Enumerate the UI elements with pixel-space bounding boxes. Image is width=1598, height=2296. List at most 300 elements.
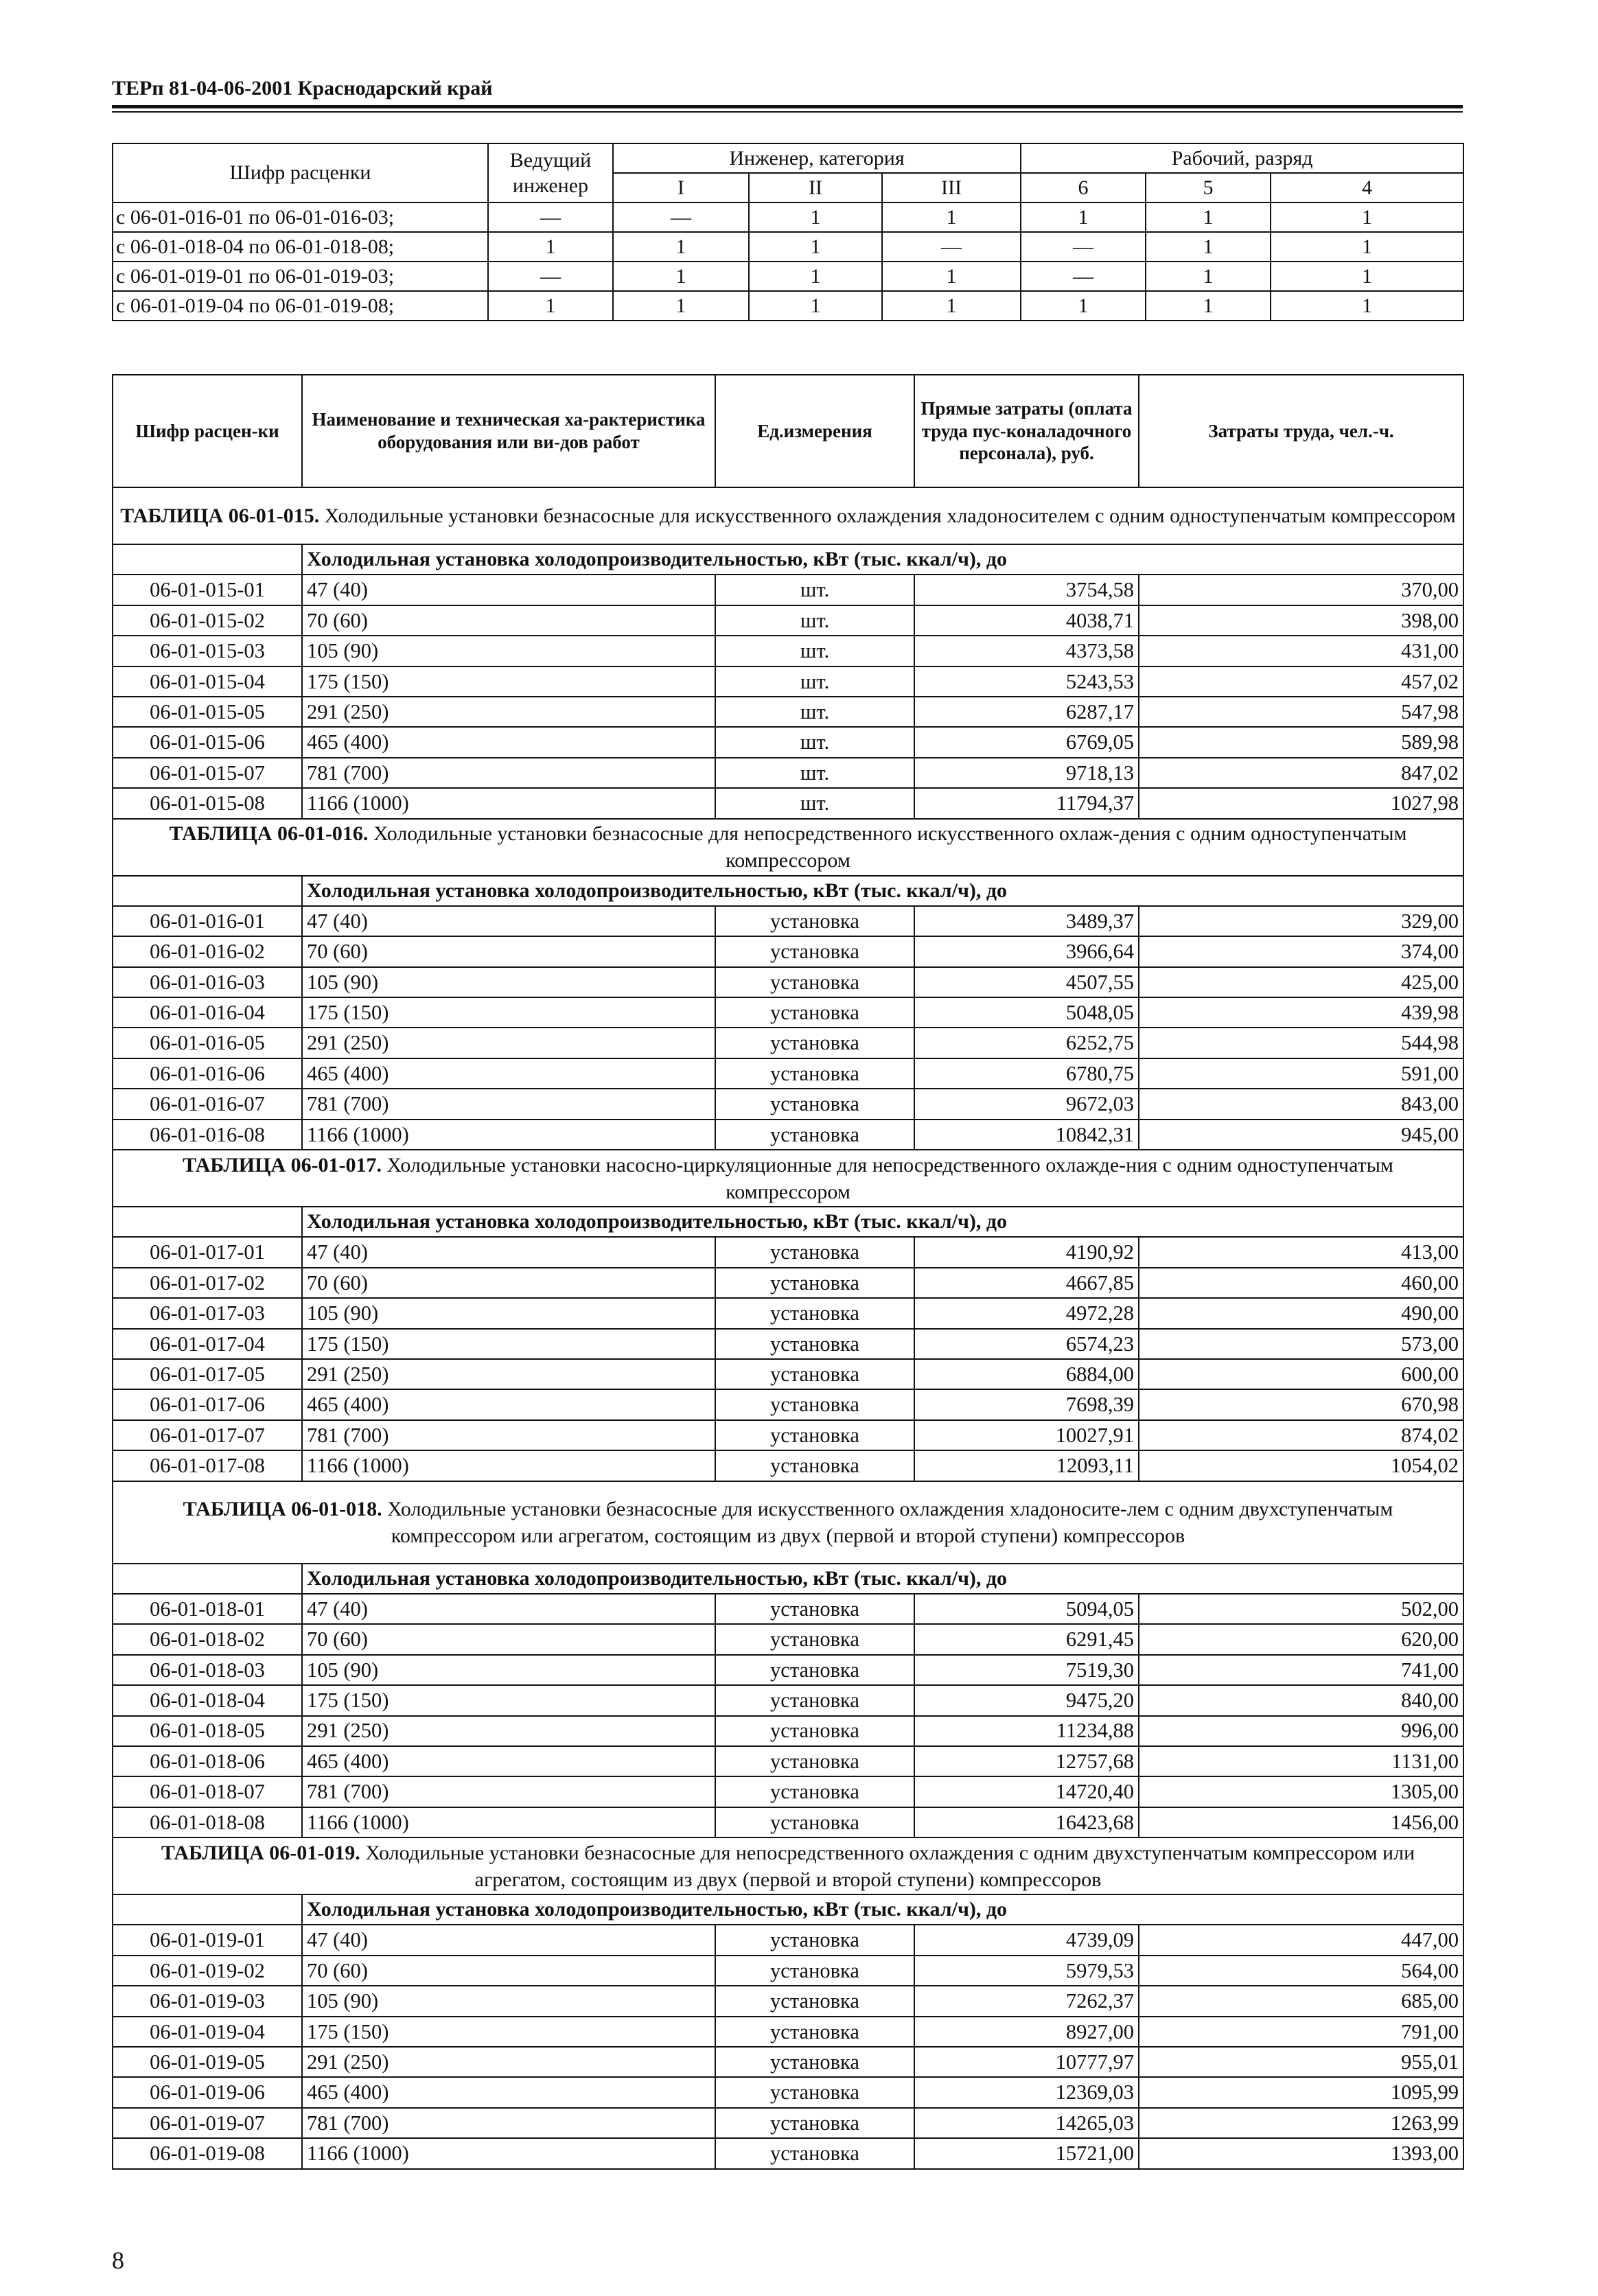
row-name: 105 (90): [302, 636, 715, 666]
row-name: 1166 (1000): [302, 788, 715, 818]
crew-row-value: 1: [749, 232, 882, 262]
row-name: 1166 (1000): [302, 1450, 715, 1481]
table-row: [113, 2017, 1463, 2047]
row-code: 06-01-019-06: [113, 2077, 302, 2107]
row-name: 175 (150): [302, 1685, 715, 1715]
row-name: 47 (40): [302, 1594, 715, 1624]
row-name: 70 (60): [302, 1268, 715, 1298]
table-row: [113, 1986, 1463, 2016]
row-code: 06-01-015-05: [113, 697, 302, 727]
row-unit: шт.: [715, 605, 914, 636]
row-labor: 843,00: [1139, 1089, 1463, 1119]
crew-row-code: с 06-01-019-01 по 06-01-019-03;: [113, 262, 488, 291]
table-row: [113, 758, 1463, 788]
crew-row-value: 1: [1021, 202, 1146, 232]
row-direct-cost: 4739,09: [914, 1925, 1139, 1955]
row-name: 465 (400): [302, 2077, 715, 2107]
crew-row: [113, 232, 1463, 262]
row-unit: установка: [715, 2017, 914, 2047]
rates-table: [112, 374, 1464, 2170]
section-subheader: Холодильная установка холодопроизводительностью, кВт (тыс. ккал/ч), до: [302, 876, 1463, 906]
row-direct-cost: 8927,00: [914, 2017, 1139, 2047]
table-row: [113, 1807, 1463, 1837]
row-unit: установка: [715, 1925, 914, 1955]
row-code: 06-01-017-01: [113, 1237, 302, 1267]
row-direct-cost: 11794,37: [914, 788, 1139, 818]
section-title: [113, 819, 1463, 876]
subheader-blank-cell: [113, 1207, 302, 1237]
table-row: [113, 906, 1463, 936]
row-labor: 431,00: [1139, 636, 1463, 666]
row-direct-cost: 6574,23: [914, 1329, 1139, 1359]
row-unit: установка: [715, 1120, 914, 1150]
row-code: 06-01-017-07: [113, 1420, 302, 1450]
crew-row-value: 1: [1146, 291, 1271, 321]
section-subheader: Холодильная установка холодопроизводительностью, кВт (тыс. ккал/ч), до: [302, 1207, 1463, 1237]
row-direct-cost: 4507,55: [914, 967, 1139, 997]
table-row: [113, 1028, 1463, 1058]
row-direct-cost: 10777,97: [914, 2047, 1139, 2077]
row-labor: 840,00: [1139, 1685, 1463, 1715]
crew-row-value: 1: [1271, 291, 1463, 321]
row-name: 291 (250): [302, 1359, 715, 1389]
page-header: ТЕРп 81-04-06-2001 Краснодарский край: [112, 77, 493, 100]
row-direct-cost: 4190,92: [914, 1237, 1139, 1267]
section-label: ТАБЛИЦА 06-01-018.: [183, 1497, 382, 1520]
table-row: [113, 727, 1463, 757]
subheader-blank-cell: [113, 544, 302, 575]
row-direct-cost: 6252,75: [914, 1028, 1139, 1058]
row-direct-cost: 3966,64: [914, 936, 1139, 966]
col-header-labor: Затраты труда, чел.-ч.: [1139, 375, 1463, 487]
row-name: 105 (90): [302, 1986, 715, 2016]
row-labor: 502,00: [1139, 1594, 1463, 1624]
row-direct-cost: 4373,58: [914, 636, 1139, 666]
row-labor: 741,00: [1139, 1655, 1463, 1685]
row-code: 06-01-019-03: [113, 1986, 302, 2016]
crew-row-value: 1: [882, 291, 1021, 321]
row-labor: 1263,99: [1139, 2108, 1463, 2138]
row-code: 06-01-019-08: [113, 2138, 302, 2168]
row-name: 175 (150): [302, 997, 715, 1028]
row-name: 291 (250): [302, 697, 715, 727]
row-labor: 847,02: [1139, 758, 1463, 788]
row-labor: 996,00: [1139, 1716, 1463, 1746]
crew-row-code: с 06-01-016-01 по 06-01-016-03;: [113, 202, 488, 232]
crew-row: [113, 262, 1463, 291]
table-row: [113, 2108, 1463, 2138]
row-labor: 374,00: [1139, 936, 1463, 966]
row-direct-cost: 5048,05: [914, 997, 1139, 1028]
row-labor: 591,00: [1139, 1058, 1463, 1089]
row-labor: 1095,99: [1139, 2077, 1463, 2107]
row-name: 175 (150): [302, 2017, 715, 2047]
row-direct-cost: 4038,71: [914, 605, 1139, 636]
row-unit: шт.: [715, 758, 914, 788]
col-header-code: Шифр расцен-ки: [113, 375, 302, 487]
crew-eng-cat: I: [613, 173, 749, 202]
section-title: [113, 487, 1463, 544]
row-code: 06-01-016-05: [113, 1028, 302, 1058]
row-unit: установка: [715, 2138, 914, 2168]
table-row: [113, 1685, 1463, 1715]
row-direct-cost: 14720,40: [914, 1776, 1139, 1807]
crew-row-value: 1: [488, 232, 613, 262]
subheader-blank-cell: [113, 1564, 302, 1594]
row-code: 06-01-015-04: [113, 666, 302, 697]
crew-row-value: 1: [1021, 291, 1146, 321]
row-unit: установка: [715, 1028, 914, 1058]
row-labor: 370,00: [1139, 575, 1463, 605]
header-rule-thick: [112, 105, 1463, 108]
crew-eng-cat: II: [749, 173, 882, 202]
section-label: ТАБЛИЦА 06-01-015.: [120, 505, 320, 527]
row-name: 291 (250): [302, 1716, 715, 1746]
row-unit: установка: [715, 1420, 914, 1450]
section-title-row: [113, 1837, 1463, 1894]
row-direct-cost: 3754,58: [914, 575, 1139, 605]
table-row: [113, 967, 1463, 997]
row-name: 70 (60): [302, 936, 715, 966]
table-row: [113, 1389, 1463, 1419]
row-labor: 589,98: [1139, 727, 1463, 757]
row-code: 06-01-015-08: [113, 788, 302, 818]
section-subheader: Холодильная установка холодопроизводительностью, кВт (тыс. ккал/ч), до: [302, 1564, 1463, 1594]
table-row: [113, 1925, 1463, 1955]
row-labor: 945,00: [1139, 1120, 1463, 1150]
section-description: Холодильные установки насосно-циркуляционные для непосредственного охлажде-ния с одним одноступенчатым компрессором: [386, 1153, 1393, 1203]
crew-row: [113, 291, 1463, 321]
table-row: [113, 666, 1463, 697]
crew-row-value: 1: [882, 262, 1021, 291]
row-name: 47 (40): [302, 575, 715, 605]
col-header-unit: Ед.измерения: [715, 375, 914, 487]
row-unit: установка: [715, 1716, 914, 1746]
row-name: 781 (700): [302, 2108, 715, 2138]
col-header-name: Наименование и техническая ха-рактеристика оборудования или ви-дов работ: [302, 375, 715, 487]
row-name: 175 (150): [302, 1329, 715, 1359]
row-unit: шт.: [715, 666, 914, 697]
row-unit: установка: [715, 2047, 914, 2077]
row-name: 105 (90): [302, 1655, 715, 1685]
row-code: 06-01-018-02: [113, 1624, 302, 1654]
section-subheader: Холодильная установка холодопроизводительностью, кВт (тыс. ккал/ч), до: [302, 1894, 1463, 1925]
row-direct-cost: 4972,28: [914, 1298, 1139, 1328]
row-unit: установка: [715, 1089, 914, 1119]
crew-row-value: 1: [613, 291, 749, 321]
row-name: 47 (40): [302, 1237, 715, 1267]
row-direct-cost: 6884,00: [914, 1359, 1139, 1389]
row-code: 06-01-017-08: [113, 1450, 302, 1481]
row-name: 465 (400): [302, 1746, 715, 1776]
row-unit: установка: [715, 1329, 914, 1359]
row-name: 465 (400): [302, 1389, 715, 1419]
row-direct-cost: 3489,37: [914, 906, 1139, 936]
row-name: 291 (250): [302, 1028, 715, 1058]
crew-row-value: 1: [749, 262, 882, 291]
crew-row-value: 1: [1146, 262, 1271, 291]
row-labor: 1054,02: [1139, 1450, 1463, 1481]
row-unit: установка: [715, 1058, 914, 1089]
table-row: [113, 1120, 1463, 1150]
row-name: 781 (700): [302, 1089, 715, 1119]
table-row: [113, 1716, 1463, 1746]
crew-row-value: 1: [1271, 262, 1463, 291]
row-direct-cost: 9718,13: [914, 758, 1139, 788]
row-direct-cost: 15721,00: [914, 2138, 1139, 2168]
table-row: [113, 605, 1463, 636]
row-code: 06-01-018-06: [113, 1746, 302, 1776]
section-label: ТАБЛИЦА 06-01-019.: [161, 1841, 360, 1864]
section-description: Холодильные установки безнасосные для искусственного охлаждения хладоносителем с одним одноступенчатым компрессором: [324, 505, 1456, 527]
row-unit: шт.: [715, 697, 914, 727]
crew-row-value: 1: [749, 291, 882, 321]
row-direct-cost: 7698,39: [914, 1389, 1139, 1419]
row-labor: 874,02: [1139, 1420, 1463, 1450]
section-description: Холодильные установки безнасосные для искусственного охлаждения хладоносите-лем с одним двухступенчатым компрессором или агрегатом, состоящим из двух (первой и второй ступени) компрессоров: [387, 1497, 1393, 1547]
section-subheader: Холодильная установка холодопроизводительностью, кВт (тыс. ккал/ч), до: [302, 544, 1463, 575]
row-unit: установка: [715, 1359, 914, 1389]
table-row: [113, 1776, 1463, 1807]
row-unit: установка: [715, 1685, 914, 1715]
row-labor: 1305,00: [1139, 1776, 1463, 1807]
row-name: 1166 (1000): [302, 1807, 715, 1837]
row-direct-cost: 5979,53: [914, 1956, 1139, 1986]
row-unit: установка: [715, 906, 914, 936]
table-row: [113, 788, 1463, 818]
row-labor: 460,00: [1139, 1268, 1463, 1298]
row-unit: установка: [715, 1655, 914, 1685]
row-code: 06-01-017-04: [113, 1329, 302, 1359]
row-code: 06-01-019-01: [113, 1925, 302, 1955]
row-unit: установка: [715, 2077, 914, 2107]
row-code: 06-01-017-05: [113, 1359, 302, 1389]
section-subheader-row: [113, 1894, 1463, 1925]
crew-composition-table: [112, 143, 1464, 321]
row-name: 781 (700): [302, 758, 715, 788]
row-unit: установка: [715, 1986, 914, 2016]
row-code: 06-01-016-03: [113, 967, 302, 997]
table-row: [113, 1058, 1463, 1089]
row-unit: установка: [715, 936, 914, 966]
row-name: 291 (250): [302, 2047, 715, 2077]
crew-row-value: 1: [613, 262, 749, 291]
crew-row-value: 1: [1271, 202, 1463, 232]
row-labor: 490,00: [1139, 1298, 1463, 1328]
table-row: [113, 697, 1463, 727]
row-direct-cost: 6291,45: [914, 1624, 1139, 1654]
section-label: ТАБЛИЦА 06-01-016.: [169, 822, 369, 846]
row-code: 06-01-017-02: [113, 1268, 302, 1298]
crew-row-code: с 06-01-018-04 по 06-01-018-08;: [113, 232, 488, 262]
row-labor: 791,00: [1139, 2017, 1463, 2047]
section-title-row: [113, 1481, 1463, 1564]
row-labor: 398,00: [1139, 605, 1463, 636]
row-direct-cost: 10842,31: [914, 1120, 1139, 1150]
row-unit: установка: [715, 1624, 914, 1654]
row-code: 06-01-016-04: [113, 997, 302, 1028]
crew-row-value: 1: [1271, 232, 1463, 262]
row-labor: 413,00: [1139, 1237, 1463, 1267]
row-direct-cost: 12369,03: [914, 2077, 1139, 2107]
row-unit: установка: [715, 1450, 914, 1481]
section-title-row: [113, 819, 1463, 876]
row-direct-cost: 12093,11: [914, 1450, 1139, 1481]
table-row: [113, 636, 1463, 666]
row-unit: установка: [715, 2108, 914, 2138]
row-labor: 329,00: [1139, 906, 1463, 936]
table-row: [113, 1089, 1463, 1119]
row-name: 781 (700): [302, 1420, 715, 1450]
row-labor: 1393,00: [1139, 2138, 1463, 2168]
table-row: [113, 1655, 1463, 1685]
table-row: [113, 1237, 1463, 1267]
row-labor: 1131,00: [1139, 1746, 1463, 1776]
section-subheader-row: [113, 876, 1463, 906]
table-row: [113, 997, 1463, 1028]
row-code: 06-01-015-03: [113, 636, 302, 666]
row-direct-cost: 9475,20: [914, 1685, 1139, 1715]
crew-row-value: —: [488, 262, 613, 291]
section-subheader-row: [113, 544, 1463, 575]
crew-header-worker-grade: Рабочий, разряд: [1021, 143, 1463, 173]
row-unit: установка: [715, 1298, 914, 1328]
row-name: 1166 (1000): [302, 1120, 715, 1150]
row-unit: установка: [715, 1268, 914, 1298]
row-direct-cost: 6769,05: [914, 727, 1139, 757]
table-row: [113, 1450, 1463, 1481]
row-labor: 439,98: [1139, 997, 1463, 1028]
row-direct-cost: 14265,03: [914, 2108, 1139, 2138]
row-unit: установка: [715, 1776, 914, 1807]
row-code: 06-01-018-08: [113, 1807, 302, 1837]
row-direct-cost: 4667,85: [914, 1268, 1139, 1298]
row-unit: установка: [715, 1594, 914, 1624]
crew-work-grade: 4: [1271, 173, 1463, 202]
table-row: [113, 2077, 1463, 2107]
table-row: [113, 1298, 1463, 1328]
section-description: Холодильные установки безнасосные для непосредственного охлаждения с одним двухступенчатым компрессором или агрегатом, состоящим из двух (первой и второй ступени) компрессоров: [365, 1841, 1415, 1891]
subheader-blank-cell: [113, 876, 302, 906]
crew-row-value: —: [613, 202, 749, 232]
row-code: 06-01-017-06: [113, 1389, 302, 1419]
row-direct-cost: 5243,53: [914, 666, 1139, 697]
row-labor: 620,00: [1139, 1624, 1463, 1654]
row-direct-cost: 7519,30: [914, 1655, 1139, 1685]
row-labor: 564,00: [1139, 1956, 1463, 1986]
table-row: [113, 575, 1463, 605]
table-row: [113, 2138, 1463, 2168]
section-label: ТАБЛИЦА 06-01-017.: [183, 1153, 382, 1176]
row-unit: установка: [715, 997, 914, 1028]
row-name: 105 (90): [302, 1298, 715, 1328]
row-labor: 1456,00: [1139, 1807, 1463, 1837]
table-row: [113, 2047, 1463, 2077]
row-code: 06-01-018-07: [113, 1776, 302, 1807]
row-code: 06-01-019-05: [113, 2047, 302, 2077]
row-direct-cost: 16423,68: [914, 1807, 1139, 1837]
crew-row-value: 1: [488, 291, 613, 321]
row-name: 70 (60): [302, 1956, 715, 1986]
row-labor: 670,98: [1139, 1389, 1463, 1419]
crew-row-value: —: [1021, 262, 1146, 291]
table-row: [113, 1329, 1463, 1359]
crew-eng-cat: III: [882, 173, 1021, 202]
section-subheader-row: [113, 1564, 1463, 1594]
row-direct-cost: 6287,17: [914, 697, 1139, 727]
col-header-direct-cost: Прямые затраты (оплата труда пус-коналадочного персонала), руб.: [914, 375, 1139, 487]
crew-row-value: 1: [613, 232, 749, 262]
row-direct-cost: 10027,91: [914, 1420, 1139, 1450]
table-row: [113, 1420, 1463, 1450]
row-labor: 600,00: [1139, 1359, 1463, 1389]
row-name: 70 (60): [302, 605, 715, 636]
row-unit: шт.: [715, 575, 914, 605]
row-code: 06-01-019-02: [113, 1956, 302, 1986]
table-row: [113, 1268, 1463, 1298]
row-direct-cost: 11234,88: [914, 1716, 1139, 1746]
row-unit: шт.: [715, 788, 914, 818]
crew-row-value: 1: [882, 202, 1021, 232]
subheader-blank-cell: [113, 1894, 302, 1925]
table-row: [113, 1624, 1463, 1654]
crew-row-code: с 06-01-019-04 по 06-01-019-08;: [113, 291, 488, 321]
crew-work-grade: 6: [1021, 173, 1146, 202]
row-code: 06-01-015-06: [113, 727, 302, 757]
crew-header-lead-engineer: Ведущий инженер: [488, 143, 613, 202]
row-code: 06-01-015-07: [113, 758, 302, 788]
row-unit: установка: [715, 1807, 914, 1837]
row-labor: 573,00: [1139, 1329, 1463, 1359]
section-title: [113, 1481, 1463, 1564]
row-code: 06-01-018-05: [113, 1716, 302, 1746]
row-labor: 544,98: [1139, 1028, 1463, 1058]
row-name: 175 (150): [302, 666, 715, 697]
row-code: 06-01-016-06: [113, 1058, 302, 1089]
crew-work-grade: 5: [1146, 173, 1271, 202]
row-code: 06-01-018-01: [113, 1594, 302, 1624]
row-name: 47 (40): [302, 1925, 715, 1955]
row-name: 465 (400): [302, 1058, 715, 1089]
row-unit: установка: [715, 1956, 914, 1986]
row-unit: шт.: [715, 636, 914, 666]
crew-row-value: —: [488, 202, 613, 232]
row-code: 06-01-017-03: [113, 1298, 302, 1328]
table-row: [113, 1359, 1463, 1389]
section-subheader-row: [113, 1207, 1463, 1237]
row-direct-cost: 6780,75: [914, 1058, 1139, 1089]
row-code: 06-01-015-01: [113, 575, 302, 605]
row-code: 06-01-019-07: [113, 2108, 302, 2138]
row-name: 465 (400): [302, 727, 715, 757]
row-code: 06-01-016-08: [113, 1120, 302, 1150]
row-direct-cost: 12757,68: [914, 1746, 1139, 1776]
crew-row-value: —: [1021, 232, 1146, 262]
row-code: 06-01-019-04: [113, 2017, 302, 2047]
crew-row-value: 1: [749, 202, 882, 232]
row-name: 70 (60): [302, 1624, 715, 1654]
row-labor: 685,00: [1139, 1986, 1463, 2016]
row-code: 06-01-016-02: [113, 936, 302, 966]
crew-row-value: 1: [1146, 202, 1271, 232]
row-code: 06-01-018-04: [113, 1685, 302, 1715]
section-title: [113, 1837, 1463, 1894]
row-code: 06-01-018-03: [113, 1655, 302, 1685]
table-row: [113, 1594, 1463, 1624]
row-unit: установка: [715, 1237, 914, 1267]
crew-header-code: Шифр расценки: [113, 143, 488, 202]
header-rule-thin: [112, 111, 1463, 113]
